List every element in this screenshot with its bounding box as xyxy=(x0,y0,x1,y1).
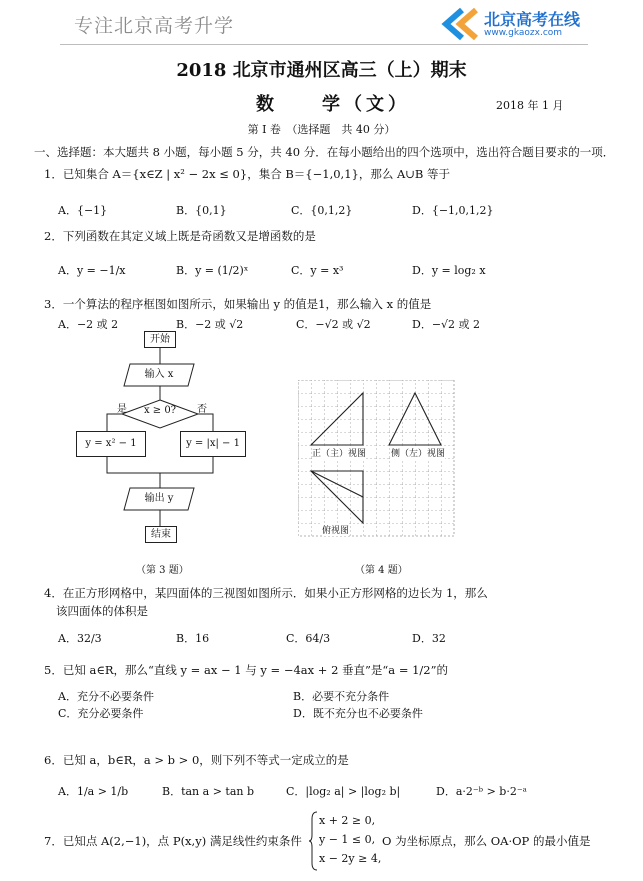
q4-option-b: B．16 xyxy=(176,632,210,645)
q1-option-c: C．{0,1,2} xyxy=(291,204,353,217)
q7-stem-post: O 为坐标原点，那么 OA·OP 的最小值是 xyxy=(382,834,591,848)
q5-option-b: B．必要不充分条件 xyxy=(293,690,390,703)
logo-icon xyxy=(440,6,486,42)
q3-option-a: A．−2 或 2 xyxy=(58,318,119,331)
q1-option-a: A．{−1} xyxy=(58,204,108,217)
q1-stem: 1．已知集合 A＝{x∈Z | x² − 2x ≤ 0}，集合 B＝{−1,0,1}，那么 A∪B 等于 xyxy=(44,167,451,181)
flowchart-condition: x ≥ 0? xyxy=(143,405,177,416)
header-divider xyxy=(60,44,588,45)
flowchart-start: 开始 xyxy=(144,331,176,348)
q2-option-d: D．y = log₂ x xyxy=(412,264,486,277)
header-slogan: 专注北京高考升学 xyxy=(74,15,235,37)
q5-stem: 5．已知 a∈R，那么“直线 y = ax − 1 与 y = −4ax + 2 垂直”是“a = 1/2”的 xyxy=(44,663,448,677)
q3-option-d: D．−√2 或 2 xyxy=(412,318,481,331)
q4-stem-line1: 4．在正方形网格中，某四面体的三视图如图所示．如果小正方形网格的边长为 1，那么 xyxy=(44,586,488,600)
q6-option-d: D．a·2⁻ᵇ > b·2⁻ᵃ xyxy=(436,785,527,798)
q1-option-b: B．{0,1} xyxy=(176,204,227,217)
q6-option-a: A．1/a > 1/b xyxy=(58,785,129,798)
flowchart-input: 输入 x xyxy=(144,369,174,380)
front-view-label: 正（主）视图 xyxy=(312,446,366,459)
exam-date: 2018 年 1 月 xyxy=(496,99,564,112)
flowchart-yes-label: 是 xyxy=(117,404,127,415)
q1-option-d: D．{−1,0,1,2} xyxy=(412,204,494,217)
flowchart-end: 结束 xyxy=(145,526,177,543)
q3-option-c: C．−√2 或 √2 xyxy=(296,318,371,331)
q3-figure-caption: （第 3 题） xyxy=(136,565,189,576)
subject-title: 数 学（文） xyxy=(256,94,410,115)
flowchart-left-box: y = x² − 1 xyxy=(76,431,146,457)
three-views-figure xyxy=(298,380,462,538)
q7-constraint-3: x − 2y ≥ 4, xyxy=(319,852,382,865)
q6-option-c: C．|log₂ a| > |log₂ b| xyxy=(286,785,401,798)
q5-option-a: A．充分不必要条件 xyxy=(58,690,154,703)
q6-option-b: B．tan a > tan b xyxy=(162,785,255,798)
q3-stem: 3．一个算法的程序框图如图所示，如果输出 y 的值是1，那么输入 x 的值是 xyxy=(44,297,432,311)
q2-option-a: A．y = −1/x xyxy=(58,264,126,277)
q5-option-d: D．既不充分也不必要条件 xyxy=(293,707,423,720)
flowchart-output: 输出 y xyxy=(144,493,174,504)
exam-title: 2018 北京市通州区高三（上）期末 xyxy=(176,60,467,81)
left-brace-icon xyxy=(308,811,318,871)
q4-figure-caption: （第 4 题） xyxy=(355,565,408,576)
flowchart-no-label: 否 xyxy=(197,404,207,415)
q4-option-a: A．32/3 xyxy=(58,632,102,645)
q4-option-d: D．32 xyxy=(412,632,446,645)
flowchart-right-box: y = |x| − 1 xyxy=(180,431,246,457)
instructions: 一、选择题：本大题共 8 小题，每小题 5 分，共 40 分．在每小题给出的四个选项中，选出符合题目要求的一项． xyxy=(34,145,615,159)
q7-constraint-1: x + 2 ≥ 0, xyxy=(319,814,376,827)
logo-title: 北京高考在线 xyxy=(484,10,581,29)
q2-stem: 2．下列函数在其定义域上既是奇函数又是增函数的是 xyxy=(44,229,316,243)
q7-stem-pre: 7．已知点 A(2,−1)，点 P(x,y) 满足线性约束条件 xyxy=(44,834,302,848)
q2-option-c: C．y = x³ xyxy=(291,264,344,277)
q2-option-b: B．y = (1/2)ˣ xyxy=(176,264,249,277)
top-view-label: 俯视图 xyxy=(322,523,349,536)
q4-option-c: C．64/3 xyxy=(286,632,331,645)
q7-constraint-2: y − 1 ≤ 0, xyxy=(319,833,376,846)
q3-option-b: B．−2 或 √2 xyxy=(176,318,244,331)
logo-url: www.gkaozx.com xyxy=(484,28,563,38)
part-heading: 第 I 卷 （选择题 共 40 分） xyxy=(247,123,396,136)
side-view-label: 侧（左）视图 xyxy=(391,446,445,459)
q6-stem: 6．已知 a，b∈R，a > b > 0，则下列不等式一定成立的是 xyxy=(44,753,349,767)
q5-option-c: C．充分必要条件 xyxy=(58,707,144,720)
q4-stem-line2: 该四面体的体积是 xyxy=(56,604,148,618)
